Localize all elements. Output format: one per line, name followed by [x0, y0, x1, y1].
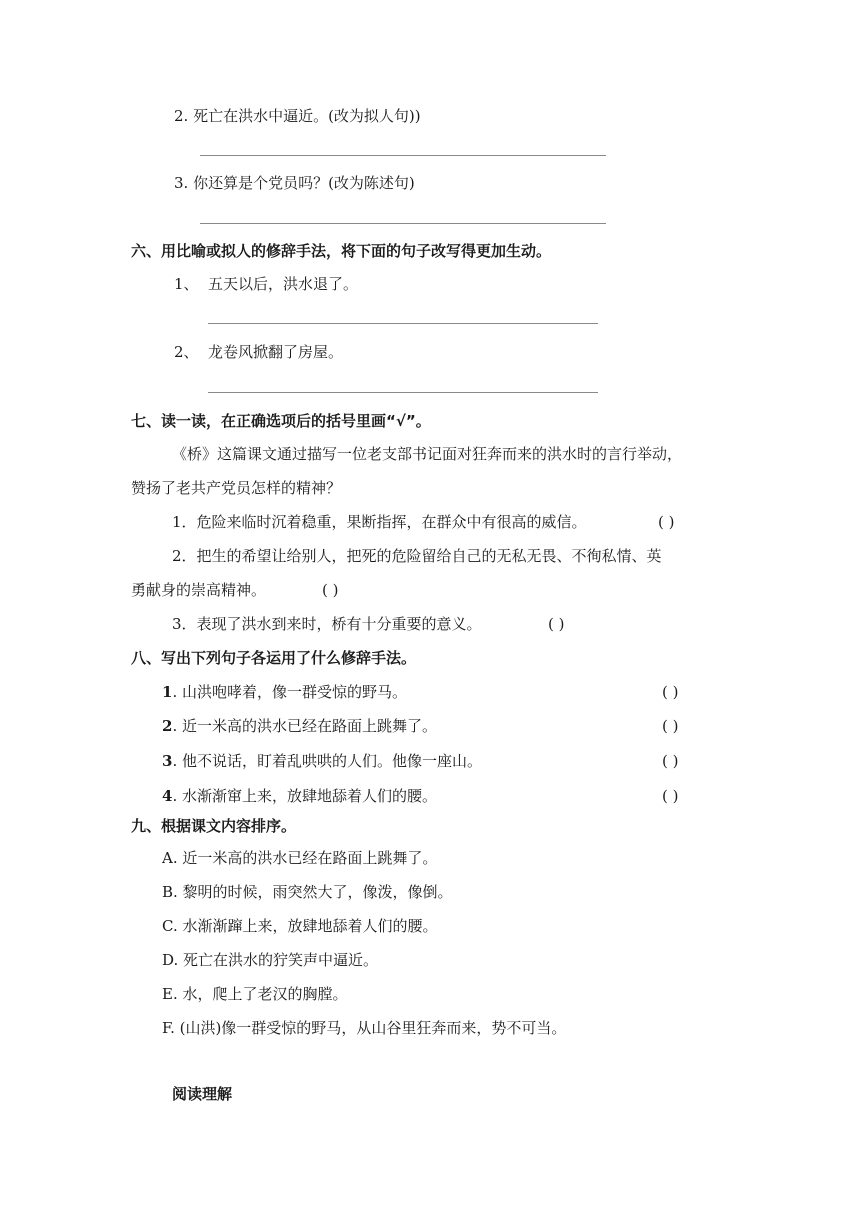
answer-bracket[interactable]: ( ): [548, 615, 565, 633]
s7-heading: 七、读一读，在正确选项后的括号里画“√”。: [131, 412, 431, 430]
answer-bracket[interactable]: ( ): [662, 752, 679, 770]
answer-bracket[interactable]: ( ): [662, 683, 679, 701]
s6-heading: 六、用比喻或拟人的修辞手法，将下面的句子改写得更加生动。: [131, 242, 552, 260]
s7-option-3: 3．表现了洪水到来时，桥有十分重要的意义。: [172, 615, 482, 633]
s9-item-c: C. 水渐渐蹿上来，放肆地舔着人们的腰。: [162, 917, 438, 935]
s7-question-line-2: 赞扬了老共产党员怎样的精神？: [131, 479, 342, 497]
s9-item-f: F. (山洪)像一群受惊的野马，从山谷里狂奔而来，势不可当。: [162, 1019, 567, 1037]
answer-line[interactable]: [208, 323, 598, 324]
reading-heading: 阅读理解: [172, 1085, 233, 1103]
s6-item-2-num: 2、: [174, 343, 199, 361]
s8-item-3: 3. 他不说话，盯着乱哄哄的人们。他像一座山。: [162, 752, 482, 770]
answer-line[interactable]: [200, 223, 606, 224]
s9-item-b: B. 黎明的时候，雨突然大了，像泼，像倒。: [162, 883, 453, 901]
s6-item-1-num: 1、: [174, 275, 199, 293]
s7-option-1: 1．危险来临时沉着稳重，果断指挥，在群众中有很高的威信。: [172, 513, 587, 531]
s6-item-1-text: 五天以后，洪水退了。: [208, 275, 359, 293]
s5-item-2: 2. 死亡在洪水中逼近。(改为拟人句)): [174, 107, 421, 125]
s6-item-2-text: 龙卷风掀翻了房屋。: [208, 343, 344, 361]
answer-bracket[interactable]: ( ): [662, 717, 679, 735]
s5-item-3: 3. 你还算是个党员吗？(改为陈述句): [174, 174, 415, 192]
s9-item-e: E. 水，爬上了老汉的胸膛。: [162, 985, 348, 1003]
s8-item-2: 2. 近一米高的洪水已经在路面上跳舞了。: [162, 717, 437, 735]
answer-bracket[interactable]: ( ): [322, 581, 339, 599]
s7-option-2-line-2: 勇献身的崇高精神。: [131, 581, 267, 599]
answer-bracket[interactable]: ( ): [658, 513, 675, 531]
s9-heading: 九、根据课文内容排序。: [131, 817, 297, 835]
answer-line[interactable]: [200, 155, 606, 156]
s9-item-d: D. 死亡在洪水的狞笑声中逼近。: [162, 951, 379, 969]
s7-option-2-line-1: 2．把生的希望让给别人，把死的危险留给自己的无私无畏、不徇私情、英: [172, 547, 662, 565]
s9-item-a: A. 近一米高的洪水已经在路面上跳舞了。: [162, 849, 438, 867]
s8-item-1: 1. 山洪咆哮着，像一群受惊的野马。: [162, 683, 407, 701]
answer-line[interactable]: [208, 392, 598, 393]
s7-question-line-1: 《桥》这篇课文通过描写一位老支部书记面对狂奔而来的洪水时的言行举动，: [172, 445, 683, 463]
s8-heading: 八、写出下列句子各运用了什么修辞手法。: [131, 649, 417, 667]
answer-bracket[interactable]: ( ): [662, 787, 679, 805]
s8-item-4: 4. 水渐渐窜上来，放肆地舔着人们的腰。: [162, 787, 437, 805]
